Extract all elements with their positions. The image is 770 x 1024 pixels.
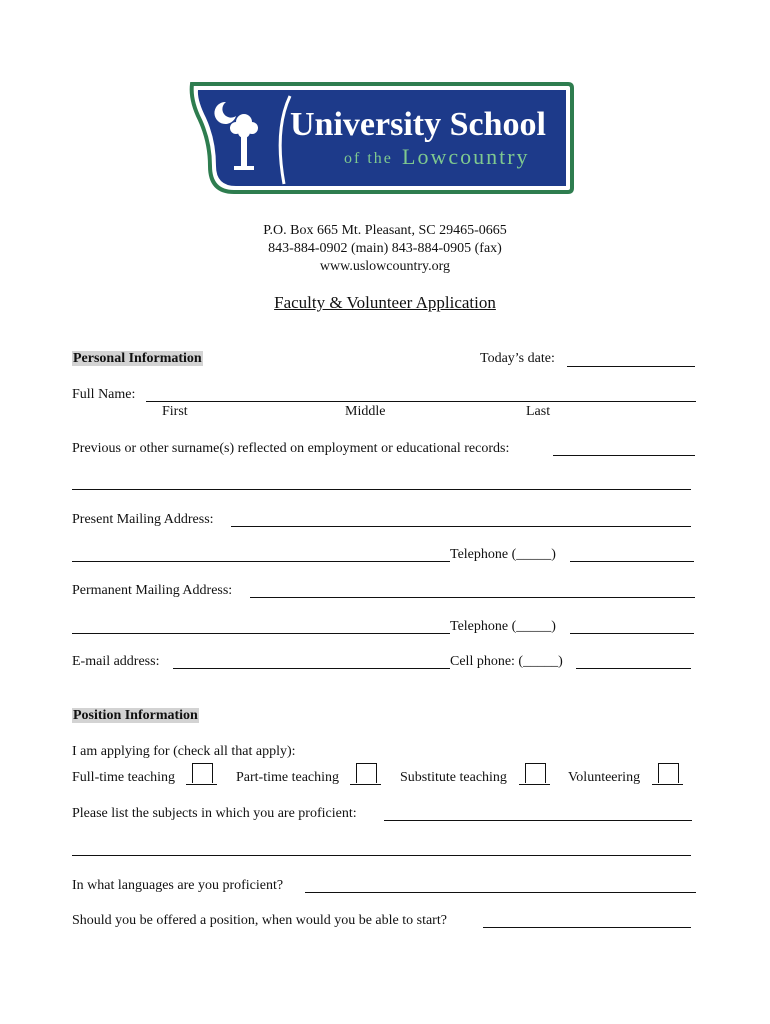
todays-date-label: Today’s date: [480,351,555,366]
middle-name-caption: Middle [345,404,386,419]
todays-date-field[interactable] [567,366,695,367]
last-name-caption: Last [526,404,551,419]
full-time-checkbox[interactable] [192,763,213,783]
option-underline [350,784,381,785]
substitute-checkbox[interactable] [525,763,546,783]
position-info-heading: Position Information [73,708,198,723]
contact-website: www.uslowcountry.org [319,259,451,274]
previous-surname-label: Previous or other surname(s) reflected on employment or educational records: [72,441,510,456]
present-address-field-line2[interactable] [72,561,450,562]
full-name-label: Full Name: [72,387,136,402]
present-telephone-field[interactable] [570,561,694,562]
page-title: Faculty & Volunteer Application [274,293,496,312]
part-time-checkbox[interactable] [356,763,377,783]
previous-surname-field[interactable] [553,455,695,456]
subjects-field-continued[interactable] [72,855,691,856]
permanent-address-field-line2[interactable] [72,633,450,634]
present-address-label: Present Mailing Address: [72,512,214,527]
cell-phone-field[interactable] [576,668,691,669]
contact-phones: 843-884-0902 (main) 843-884-0905 (fax) [268,241,502,256]
subjects-field[interactable] [384,820,692,821]
applying-for-label: I am applying for (check all that apply): [72,744,296,759]
email-field[interactable] [173,668,450,669]
volunteering-checkbox[interactable] [658,763,679,783]
email-label: E-mail address: [72,654,160,669]
start-date-label: Should you be offered a position, when would you be able to start? [72,913,447,928]
present-telephone-label: Telephone (_____) [450,547,556,562]
school-logo [186,80,576,198]
option-full-time-label: Full-time teaching [72,770,176,785]
option-part-time-label: Part-time teaching [236,770,340,785]
previous-surname-field-continued[interactable] [72,489,691,490]
logo-subtitle: Lowcountry [402,144,530,169]
cell-phone-label: Cell phone: (_____) [450,654,563,669]
subjects-label: Please list the subjects in which you are proficient: [72,806,357,821]
permanent-address-field[interactable] [250,597,695,598]
full-name-field[interactable] [146,401,696,402]
languages-label: In what languages are you proficient? [72,878,284,893]
option-underline [652,784,683,785]
permanent-address-label: Permanent Mailing Address: [72,583,233,598]
personal-info-heading: Personal Information [73,351,202,366]
languages-field[interactable] [305,892,696,893]
option-substitute-label: Substitute teaching [400,770,507,785]
contact-address: P.O. Box 665 Mt. Pleasant, SC 29465-0665 [263,223,507,238]
permanent-telephone-label: Telephone (_____) [450,619,556,634]
option-volunteering-label: Volunteering [568,770,641,785]
option-underline [519,784,550,785]
present-address-field[interactable] [231,526,691,527]
start-date-field[interactable] [483,927,691,928]
first-name-caption: First [162,404,188,419]
logo-title: University School [290,106,546,143]
logo-subtitle-prefix: of the [344,150,393,167]
option-underline [186,784,217,785]
permanent-telephone-field[interactable] [570,633,694,634]
